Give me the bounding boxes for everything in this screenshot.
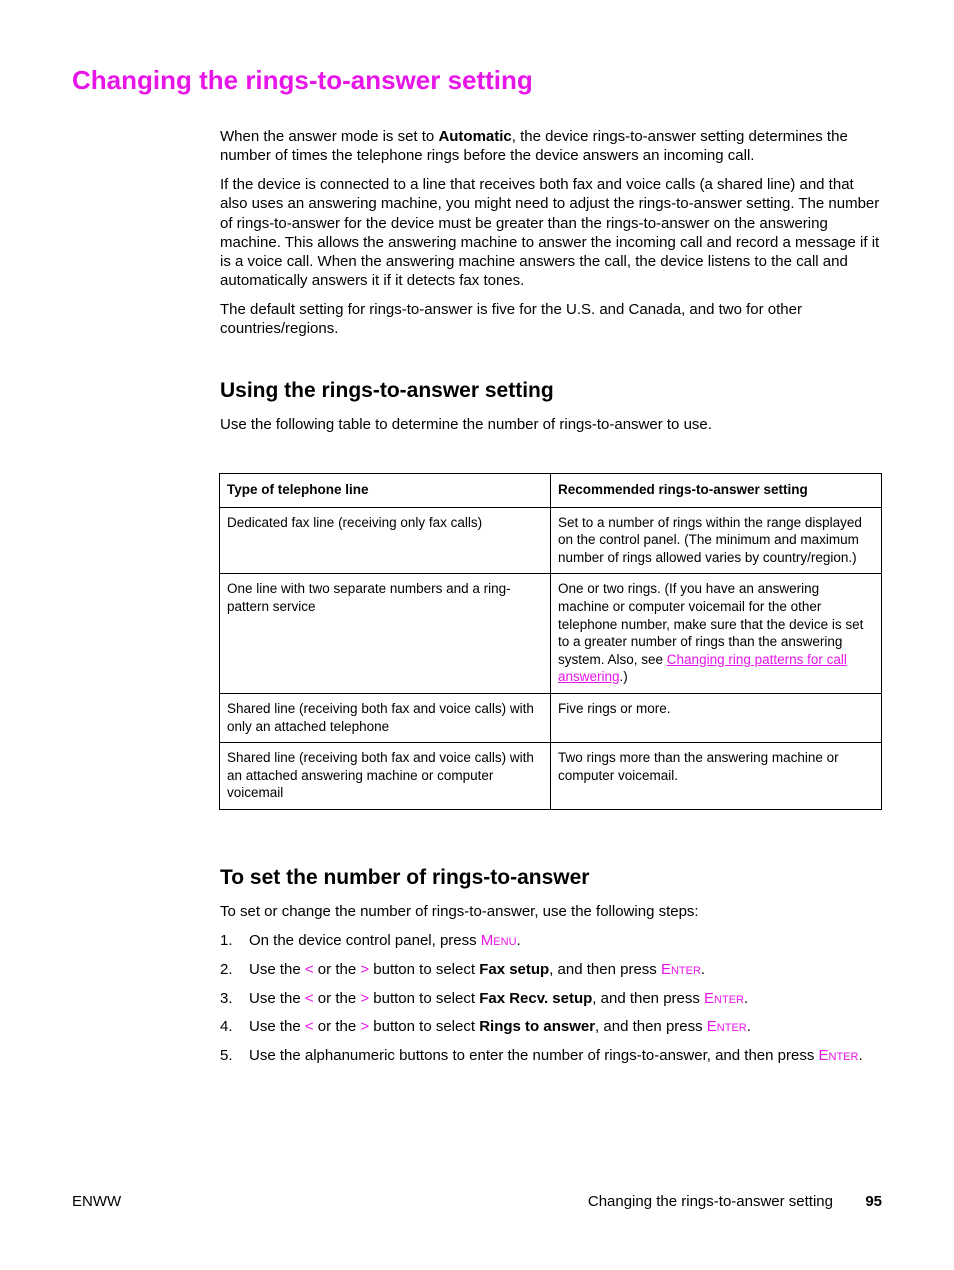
left-arrow-key: <	[304, 960, 314, 978]
intro-paragraph-1: When the answer mode is set to Automatic, the device rings-to-answer setting determines the number of times the telephone rings before the device answers an incoming call.	[220, 128, 848, 165]
steps-list	[220, 931, 880, 1065]
line-type-cell: One line with two separate numbers and a ring-pattern service	[220, 574, 551, 694]
table-row	[220, 574, 882, 694]
line-type-cell: Shared line (receiving both fax and voice calls) with only an attached telephone	[220, 693, 551, 742]
page-number: 95	[865, 1193, 882, 1210]
setting-cell: One or two rings. (If you have an answering machine or computer voicemail for the other telephone number, make sure that the device is set to a greater number of rings than the answering system. Also, see Changing ring patterns for call answering.)	[551, 574, 882, 694]
line-type-cell: Shared line (receiving both fax and voice calls) with an attached answering machine or computer voicemail	[220, 743, 551, 810]
footer-left-label: ENWW	[72, 1193, 122, 1210]
enter-key: Enter	[704, 989, 744, 1007]
changing-ring-patterns-link[interactable]: Changing ring patterns for call answering	[558, 651, 847, 685]
table-row	[220, 693, 882, 742]
intro-paragraph-3: The default setting for rings-to-answer is five for the U.S. and Canada, and two for other countries/regions.	[220, 301, 802, 338]
enter-key: Enter	[706, 1018, 747, 1036]
enter-key: Enter	[818, 1047, 859, 1065]
section-heading-set: To set the number of rings-to-answer	[220, 866, 590, 889]
step-item: 3. Use the < or the > button to select Fax Recv. setup, and then press Enter.	[220, 989, 749, 1007]
right-arrow-key: >	[360, 989, 370, 1007]
menu-option: Fax Recv. setup	[479, 989, 593, 1007]
steps-list-container	[220, 931, 880, 1075]
setting-cell: Two rings more than the answering machine or computer voicemail.	[551, 743, 882, 810]
step-number: 1.	[220, 932, 233, 949]
intro-section	[220, 127, 880, 339]
step-number: 5.	[220, 1047, 233, 1065]
section-using-text: Use the following table to determine the number of rings-to-answer to use.	[220, 416, 712, 433]
step-item: 1. On the device control panel, press Menu.	[220, 932, 521, 949]
table-row	[220, 743, 882, 810]
menu-option: Rings to answer	[479, 1018, 596, 1036]
left-arrow-key: <	[304, 1018, 314, 1036]
right-arrow-key: >	[360, 1018, 370, 1036]
setting-cell: Set to a number of rings within the range displayed on the control panel. (The minimum and maximum number of rings allowed varies by country/region.)	[551, 507, 882, 574]
section-set-text: To set or change the number of rings-to-answer, use the following steps:	[220, 903, 699, 920]
table-row	[220, 507, 882, 574]
table-header-cell: Type of telephone line	[220, 474, 551, 508]
section-heading-using: Using the rings-to-answer setting	[220, 379, 554, 402]
line-type-cell: Dedicated fax line (receiving only fax calls)	[220, 507, 551, 574]
automatic-term: Automatic	[438, 128, 512, 145]
step-number: 4.	[220, 1018, 233, 1036]
table-header-cell: Recommended rings-to-answer setting	[551, 474, 882, 508]
rings-table	[219, 473, 882, 810]
step-item: 4. Use the < or the > button to select Rings to answer, and then press Enter.	[220, 1018, 751, 1036]
menu-option: Fax setup	[479, 960, 550, 978]
page-title: Changing the rings-to-answer setting	[72, 65, 533, 95]
intro-paragraph-2: If the device is connected to a line that receives both fax and voice calls (a shared line) and that also uses an answering machine, you might need to adjust the rings-to-answer setting. The number of rings-to-answer for the device must be greater than the rings-to-answer on the answering machine. This allows the answering machine to answer the incoming call and record a message if it is a voice call. When the answering machine answers the call, the device listens to the call and automatically answers it if it detects fax tones.	[220, 176, 880, 290]
step-number: 2.	[220, 960, 233, 978]
step-number: 3.	[220, 989, 233, 1007]
menu-key: Menu	[480, 932, 517, 949]
footer-section-title: Changing the rings-to-answer setting	[587, 1193, 833, 1210]
setting-cell: Five rings or more.	[551, 693, 882, 742]
step-item: 2. Use the < or the > button to select Fax setup, and then press Enter.	[220, 960, 706, 978]
left-arrow-key: <	[304, 989, 314, 1007]
right-arrow-key: >	[360, 960, 370, 978]
table-header-row	[220, 474, 882, 508]
step-item: 5. Use the alphanumeric buttons to enter the number of rings-to-answer, and then press Enter.	[220, 1047, 863, 1065]
enter-key: Enter	[660, 960, 701, 978]
